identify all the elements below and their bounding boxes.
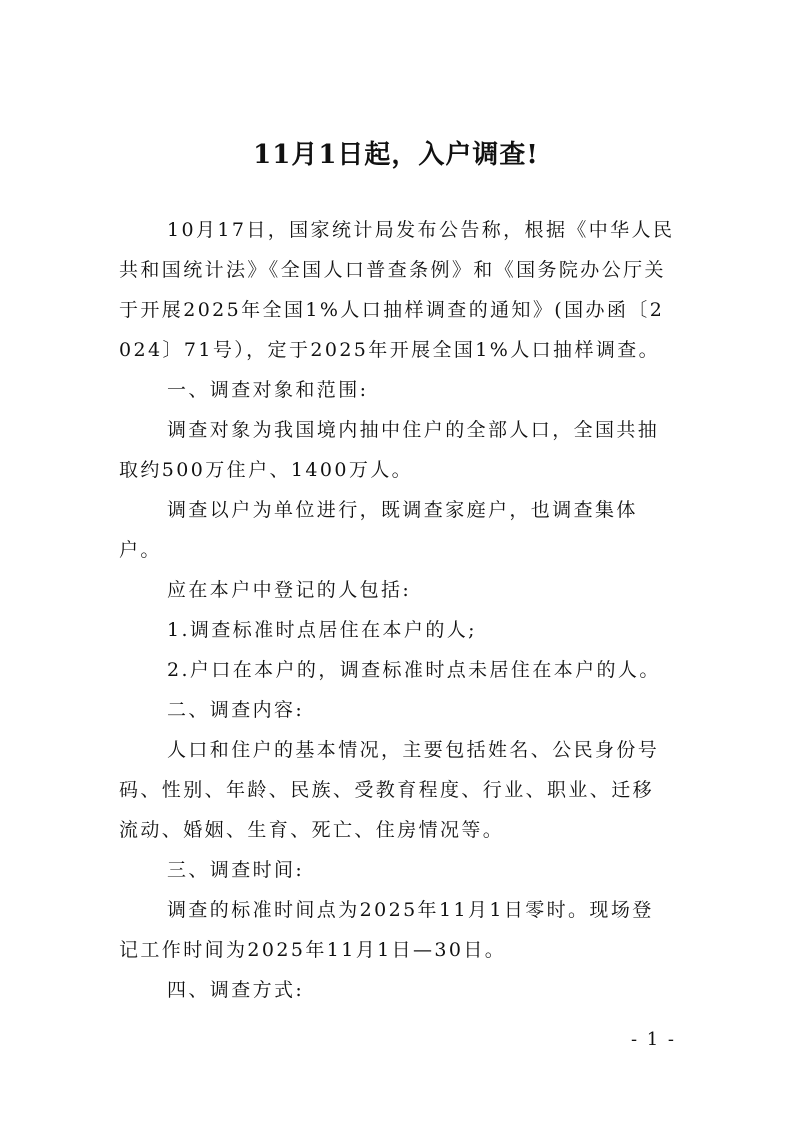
document-title: 11月1日起，入户调查! (253, 140, 539, 170)
list-item-registered-nonresident: 2.户口在本户的，调查标准时点未居住在本户的人。 (167, 659, 661, 681)
list-item-resident: 1.调查标准时点居住在本户的人; (167, 619, 477, 641)
document-body (119, 210, 675, 1010)
section-heading-content: 二、调查内容: (167, 699, 305, 721)
paragraph-survey-target: 调查对象为我国境内抽中住户的全部人口，全国共抽取约500万住户、1400万人。 (119, 419, 660, 481)
paragraph-registration-intro: 应在本户中登记的人包括: (167, 579, 412, 601)
section-heading-scope: 一、调查对象和范围: (167, 379, 369, 401)
page-number: - 1 - (630, 1029, 676, 1050)
paragraph-survey-time: 调查的标准时间点为2025年11月1日零时。现场登记工作时间为2025年11月1日—30日。 (119, 899, 654, 961)
section-heading-method: 四、调查方式: (167, 979, 305, 1001)
paragraph-survey-content: 人口和住户的基本情况，主要包括姓名、公民身份号码、性别、年龄、民族、受教育程度、行业、职业、迁移流动、婚姻、生育、死亡、住房情况等。 (119, 739, 660, 841)
paragraph-announcement: 10月17日，国家统计局发布公告称，根据《中华人民共和国统计法》《全国人口普查条例》和《国务院办公厅关于开展2025年全国1%人口抽样调查的通知》(国办函〔2024〕71号），定于2025年开展全国1%人口抽样调查。 (119, 219, 675, 361)
section-heading-time: 三、调查时间: (167, 859, 305, 881)
paragraph-household-unit: 调查以户为单位进行，既调查家庭户，也调查集体户。 (119, 499, 638, 561)
